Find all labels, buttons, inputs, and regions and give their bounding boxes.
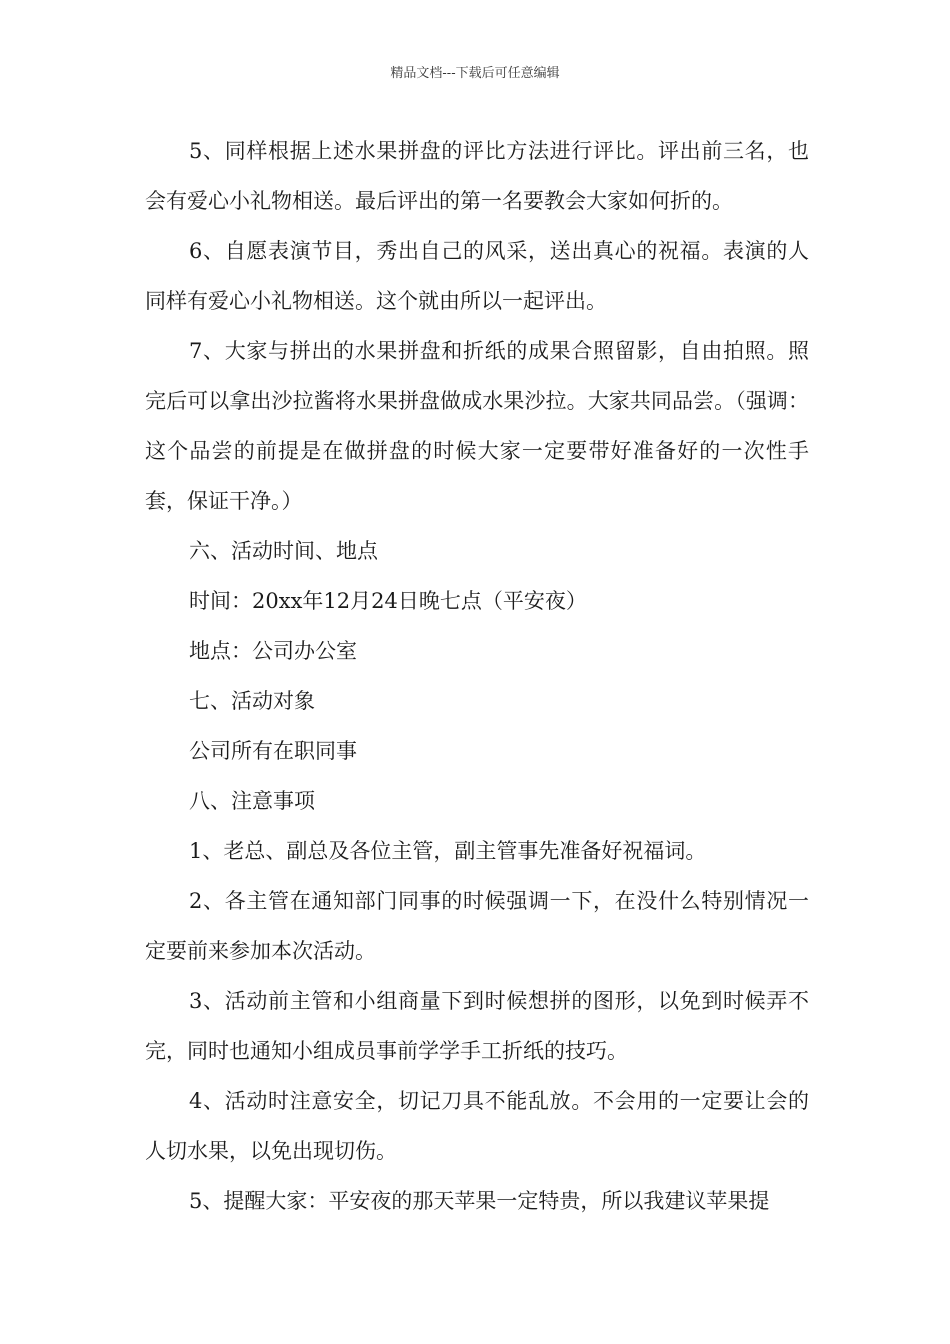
note-item-3: 3、活动前主管和小组商量下到时候想拼的图形，以免到时候弄不完，同时也通知小组成员事前学学手工折纸的技巧。 <box>145 989 809 1063</box>
note-item-4: 4、活动时注意安全，切记刀具不能乱放。不会用的一定要让会的人切水果，以免出现切伤。 <box>145 1089 809 1163</box>
paragraph-audience: 公司所有在职同事 <box>189 739 357 763</box>
note-item-2: 2、各主管在通知部门同事的时候强调一下，在没什么特别情况一定要前来参加本次活动。 <box>145 889 809 963</box>
document-body <box>145 126 809 1226</box>
paragraph-location: 地点：公司办公室 <box>189 639 357 663</box>
section-heading-notes: 八、注意事项 <box>189 789 315 813</box>
note-item-1: 1、老总、副总及各位主管，副主管事先准备好祝福词。 <box>189 839 707 863</box>
page-header: 精品文档---下载后可任意编辑 <box>390 66 560 81</box>
section-heading-time-location: 六、活动时间、地点 <box>189 539 378 563</box>
paragraph-time: 时间：20xx年12月24日晚七点（平安夜） <box>189 589 587 613</box>
paragraph-item-7-photo: 7、大家与拼出的水果拼盘和折纸的成果合照留影，自由拍照。照完后可以拿出沙拉酱将水果拼盘做成水果沙拉。大家共同品尝。（强调：这个品尝的前提是在做拼盘的时候大家一定要带好准备好的一次性手套，保证干净。） <box>145 339 809 513</box>
section-heading-audience: 七、活动对象 <box>189 689 315 713</box>
paragraph-item-6-performance: 6、自愿表演节目，秀出自己的风采，送出真心的祝福。表演的人同样有爱心小礼物相送。这个就由所以一起评出。 <box>145 239 809 313</box>
note-item-5: 5、提醒大家：平安夜的那天苹果一定特贵，所以我建议苹果提 <box>189 1189 770 1213</box>
paragraph-item-5-rating: 5、同样根据上述水果拼盘的评比方法进行评比。评出前三名，也会有爱心小礼物相送。最后评出的第一名要教会大家如何折的。 <box>145 139 809 213</box>
